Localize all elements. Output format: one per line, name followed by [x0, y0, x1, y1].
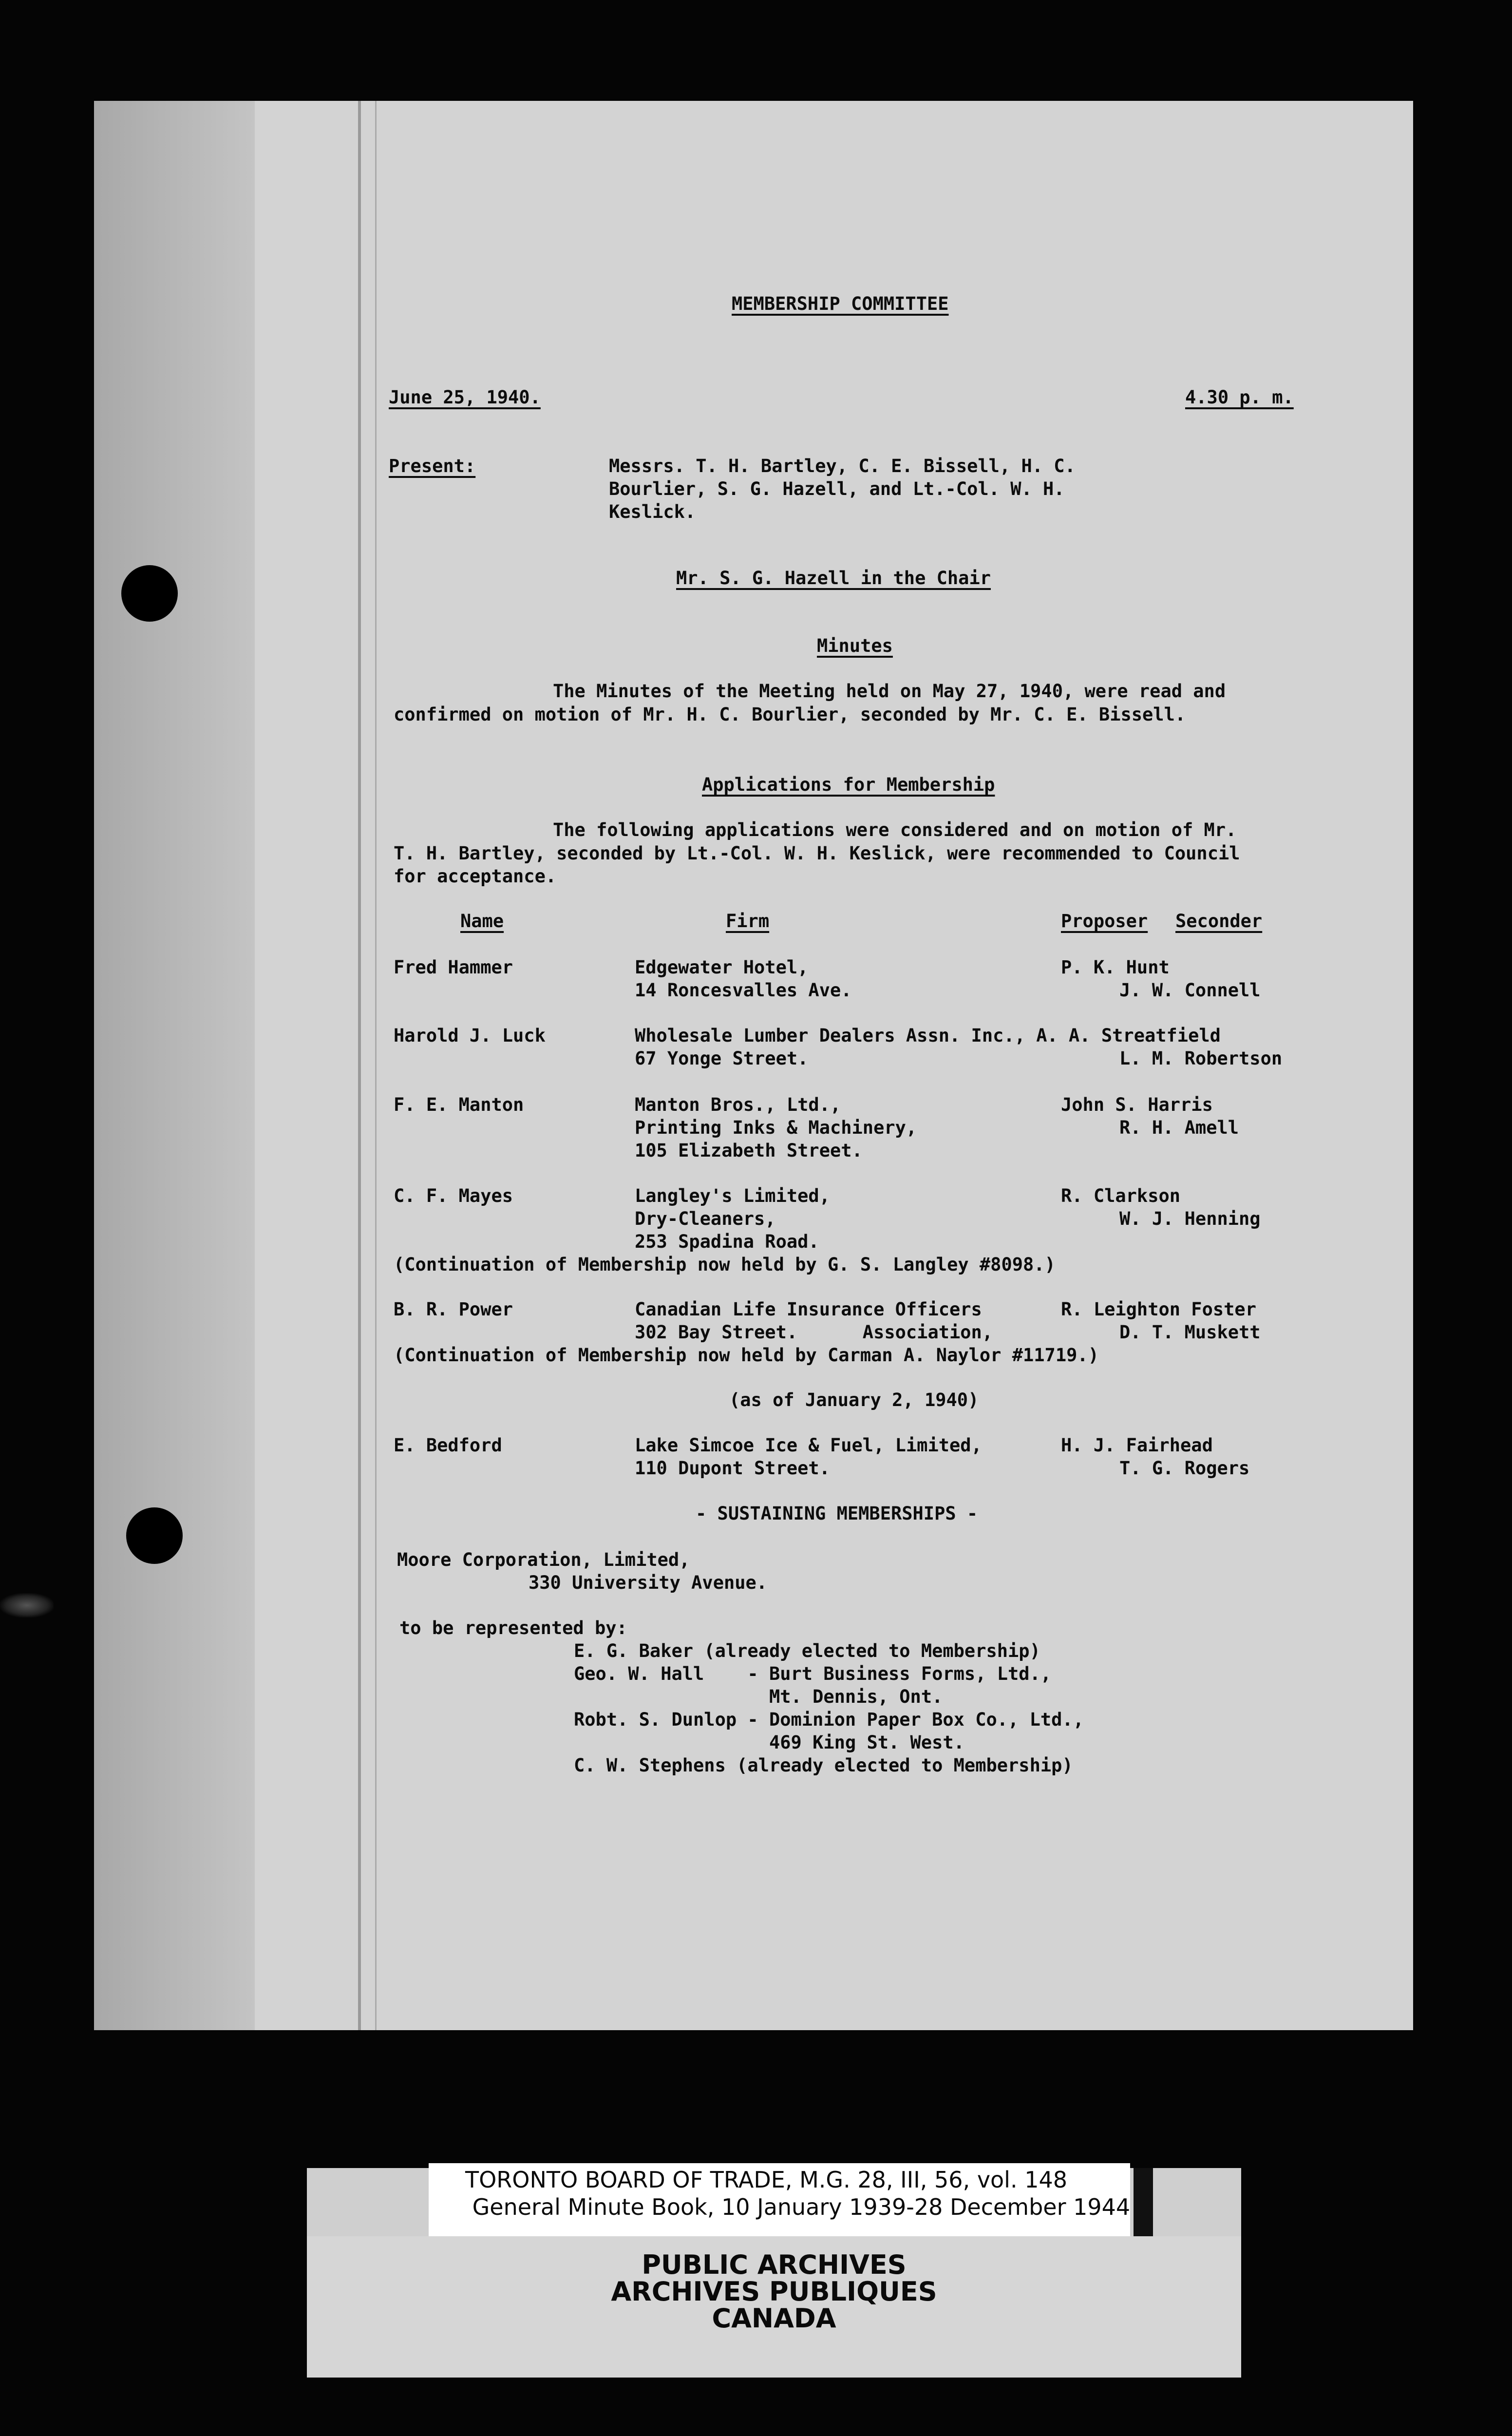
- applicant-proposer: P. K. Hunt: [1061, 957, 1170, 978]
- applicant-name: Harold J. Luck: [394, 1025, 546, 1046]
- as-of-note: (as of January 2, 1940): [729, 1389, 979, 1410]
- applicant-firm-line: Dry-Cleaners,: [635, 1208, 776, 1229]
- applicant-seconder: T. G. Rogers: [1119, 1458, 1250, 1479]
- column-header-seconder: Seconder: [1175, 911, 1263, 932]
- present-line: Keslick.: [609, 501, 696, 522]
- applicant-firm-line: 105 Elizabeth Street.: [635, 1140, 863, 1161]
- binding-margin: [94, 101, 255, 2030]
- meeting-date: June 25, 1940.: [389, 387, 541, 408]
- meeting-time: 4.30 p. m.: [1185, 387, 1294, 408]
- applicant-proposer: R. Leighton Foster: [1061, 1299, 1256, 1320]
- archive-reference-line: TORONTO BOARD OF TRADE, M.G. 28, III, 56, vol. 148: [465, 2167, 1068, 2193]
- punch-hole: [126, 1507, 183, 1564]
- applicant-firm-line: Edgewater Hotel,: [635, 957, 809, 978]
- applicant-firm-line: Canadian Life Insurance Officers: [635, 1299, 982, 1320]
- applicant-seconder: L. M. Robertson: [1119, 1048, 1283, 1069]
- representative-line: 469 King St. West.: [574, 1732, 964, 1753]
- margin-rule: [375, 101, 377, 2030]
- archive-stamp-line: CANADA: [712, 2303, 836, 2334]
- applicant-proposer: H. J. Fairhead: [1061, 1435, 1213, 1456]
- applications-paragraph-line: T. H. Bartley, seconded by Lt.-Col. W. H. Keslick, were recommended to Council: [394, 843, 1240, 864]
- present-line: Bourlier, S. G. Hazell, and Lt.-Col. W. H.: [609, 478, 1065, 499]
- applicant-name: B. R. Power: [394, 1299, 513, 1320]
- continuation-note: (Continuation of Membership now held by Carman A. Naylor #11719.): [394, 1345, 1099, 1366]
- scan-artifact: [0, 1593, 54, 1618]
- present-label: Present:: [389, 456, 476, 476]
- applications-paragraph-line: for acceptance.: [394, 866, 557, 887]
- representative-line: Robt. S. Dunlop - Dominion Paper Box Co., Ltd.,: [574, 1709, 1084, 1730]
- archive-reference-line: General Minute Book, 10 January 1939-28 December 1944: [465, 2194, 1131, 2220]
- applicant-firm-line: Wholesale Lumber Dealers Assn. Inc., A. A. Streatfield: [635, 1025, 1221, 1046]
- representative-line: C. W. Stephens (already elected to Membership): [574, 1755, 1073, 1776]
- applicant-firm-line: 67 Yonge Street.: [635, 1048, 809, 1069]
- sustaining-company-line: Moore Corporation, Limited,: [397, 1549, 690, 1570]
- continuation-note: (Continuation of Membership now held by G. S. Langley #8098.): [394, 1254, 1056, 1275]
- column-header-name: Name: [460, 911, 504, 932]
- punch-hole: [121, 565, 178, 622]
- margin-rule: [358, 101, 361, 2030]
- applicant-firm-line: 110 Dupont Street.: [635, 1458, 830, 1479]
- applicant-name: Fred Hammer: [394, 957, 513, 978]
- applicant-firm-line: 302 Bay Street. Association,: [635, 1322, 993, 1343]
- archive-stamp-line: ARCHIVES PUBLIQUES: [611, 2276, 937, 2307]
- sustaining-company-line: 330 University Avenue.: [529, 1572, 768, 1593]
- column-header-proposer: Proposer: [1061, 911, 1148, 932]
- sustaining-heading: - SUSTAINING MEMBERSHIPS -: [696, 1503, 978, 1524]
- applicant-firm-line: Langley's Limited,: [635, 1185, 830, 1206]
- applicant-name: E. Bedford: [394, 1435, 502, 1456]
- applications-paragraph-line: The following applications were considered and on motion of Mr.: [553, 819, 1237, 840]
- representative-line: Geo. W. Hall - Burt Business Forms, Ltd.,: [574, 1663, 1052, 1684]
- applicant-proposer: R. Clarkson: [1061, 1185, 1181, 1206]
- applicant-seconder: R. H. Amell: [1119, 1117, 1239, 1138]
- present-line: Messrs. T. H. Bartley, C. E. Bissell, H. C.: [609, 456, 1076, 476]
- applicant-firm-line: 14 Roncesvalles Ave.: [635, 980, 852, 1001]
- archive-stamp-line: PUBLIC ARCHIVES: [642, 2249, 907, 2280]
- minutes-paragraph-line: The Minutes of the Meeting held on May 27, 1940, were read and: [553, 681, 1226, 702]
- representative-line: Mt. Dennis, Ont.: [574, 1686, 943, 1707]
- applicant-name: C. F. Mayes: [394, 1185, 513, 1206]
- document-title: MEMBERSHIP COMMITTEE: [732, 293, 949, 314]
- minutes-heading: Minutes: [817, 635, 893, 656]
- chair-heading: Mr. S. G. Hazell in the Chair: [676, 568, 991, 589]
- applicant-firm-line: Manton Bros., Ltd.,: [635, 1094, 841, 1115]
- applicant-seconder: J. W. Connell: [1119, 980, 1261, 1001]
- applicant-seconder: D. T. Muskett: [1119, 1322, 1261, 1343]
- applicant-firm-line: Printing Inks & Machinery,: [635, 1117, 917, 1138]
- representative-line: E. G. Baker (already elected to Membership): [574, 1640, 1040, 1661]
- applicant-seconder: W. J. Henning: [1119, 1208, 1261, 1229]
- applicant-firm-line: Lake Simcoe Ice & Fuel, Limited,: [635, 1435, 982, 1456]
- column-header-firm: Firm: [726, 911, 770, 932]
- applicant-proposer: John S. Harris: [1061, 1094, 1213, 1115]
- represented-label: to be represented by:: [399, 1618, 627, 1638]
- applicant-firm-line: 253 Spadina Road.: [635, 1231, 819, 1252]
- applicant-name: F. E. Manton: [394, 1094, 524, 1115]
- applications-heading: Applications for Membership: [702, 774, 995, 795]
- minutes-paragraph-line: confirmed on motion of Mr. H. C. Bourlier, seconded by Mr. C. E. Bissell.: [394, 704, 1186, 725]
